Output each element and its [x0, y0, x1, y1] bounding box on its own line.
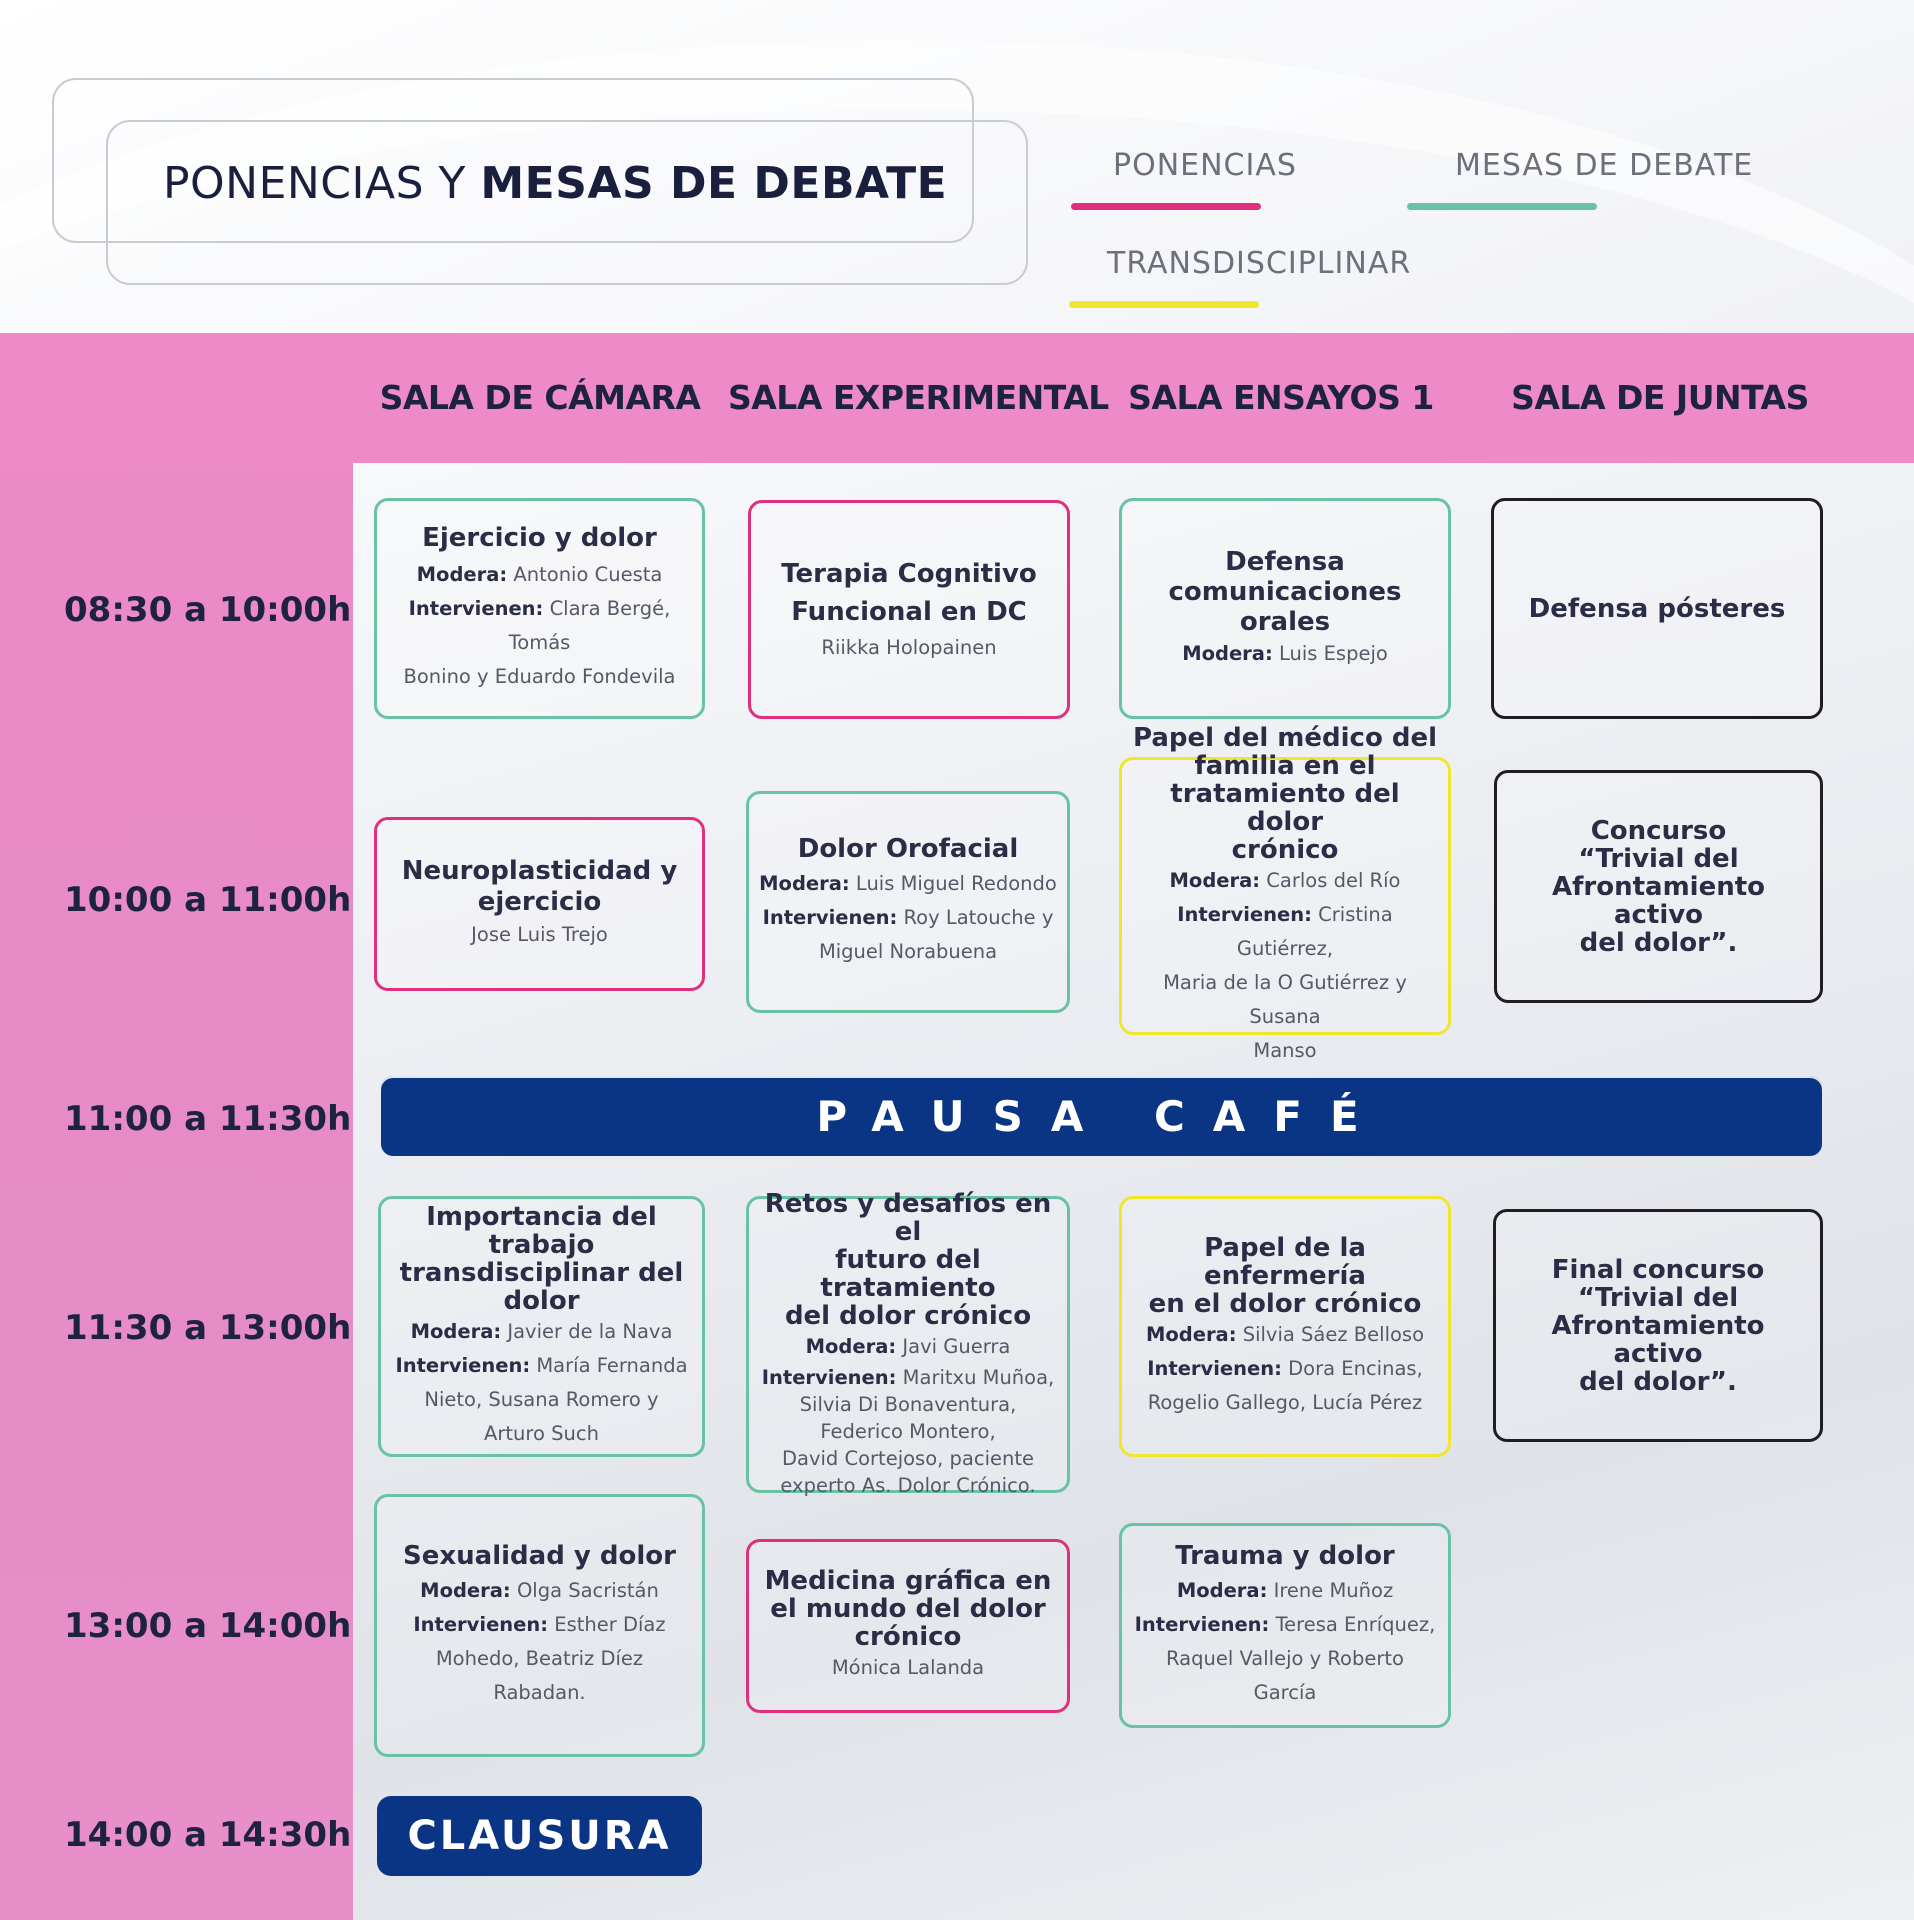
session-speakers-cont: Miguel Norabuena: [818, 940, 998, 963]
session-card[interactable]: [746, 791, 1070, 1013]
session-title-cont: del dolor”.: [1579, 927, 1738, 958]
session-card[interactable]: [1491, 498, 1823, 719]
session-card[interactable]: [746, 1189, 1070, 1497]
session-title-cont: dolor: [503, 1285, 580, 1316]
session-moderator: Modera: Olga Sacristán: [420, 1578, 659, 1602]
session-speakers-cont: David Cortejoso, paciente: [781, 1447, 1034, 1470]
session-title-cont: Funcional en DC: [791, 596, 1027, 627]
legend-mesas-line: [1407, 203, 1597, 210]
hall-sala-de-camara: SALA DE CÁMARA: [379, 378, 701, 417]
session-card[interactable]: [1119, 1523, 1451, 1728]
legend-ponencias-label: PONENCIAS: [1113, 148, 1297, 183]
session-title-cont: ejercicio: [477, 887, 602, 917]
session-title-cont: comunicaciones: [1168, 576, 1402, 607]
session-moderator: Modera: Silvia Sáez Belloso: [1145, 1322, 1425, 1346]
session-title-cont: del dolor crónico: [784, 1301, 1032, 1331]
session-speakers-cont: Silvia Di Bonaventura,: [799, 1393, 1017, 1416]
session-speakers-cont: Mohedo, Beatriz Díez Rabadan.: [435, 1646, 644, 1704]
coffee-break-banner: PAUSA CAFÉ: [381, 1076, 1822, 1156]
session-card[interactable]: [374, 1494, 705, 1757]
session-title-cont: el mundo del dolor: [770, 1594, 1046, 1624]
session-card[interactable]: [378, 1196, 705, 1457]
session-title: Sexualidad y dolor: [403, 1540, 676, 1571]
session-title-cont: “Trivial del: [1577, 1282, 1739, 1313]
legend-mesas-label: MESAS DE DEBATE: [1455, 148, 1754, 183]
session-title: Final concurso: [1551, 1254, 1765, 1285]
session-title-cont: futuro del tratamiento: [820, 1245, 996, 1303]
page-title: PONENCIAS Y MESAS DE DEBATE: [163, 158, 948, 209]
session-title-cont: crónico: [1231, 835, 1339, 865]
session-speakers: Intervienen: Esther Díaz: [413, 1612, 666, 1636]
hall-sala-de-juntas: SALA DE JUNTAS: [1511, 378, 1809, 417]
session-moderator: Modera: Luis Espejo: [1182, 641, 1388, 665]
session-moderator: Modera: Javier de la Nava: [410, 1319, 673, 1343]
session-moderator: Modera: Carlos del Río: [1169, 869, 1401, 892]
legend-trans-label: TRANSDISCIPLINAR: [1107, 246, 1412, 281]
time-slot-5: 13:00 a 14:00h: [64, 1606, 352, 1646]
session-card[interactable]: [374, 498, 705, 719]
session-speakers-cont: Rogelio Gallego, Lucía Pérez: [1147, 1390, 1423, 1414]
hall-sala-ensayos-1: SALA ENSAYOS 1: [1128, 378, 1434, 417]
time-slot-6: 14:00 a 14:30h: [64, 1815, 352, 1855]
session-title-cont: crónico: [854, 1622, 962, 1652]
session-card[interactable]: [1119, 498, 1451, 719]
session-speaker: Riikka Holopainen: [821, 635, 997, 659]
legend-ponencias-line: [1071, 203, 1261, 210]
session-title: Trauma y dolor: [1175, 1540, 1395, 1571]
session-speakers: Intervienen: María Fernanda: [395, 1353, 688, 1377]
time-slot-4: 11:30 a 13:00h: [64, 1308, 352, 1348]
session-title-cont: “Trivial del: [1578, 843, 1739, 874]
session-title: Dolor Orofacial: [797, 834, 1019, 864]
session-speakers-cont: Maria de la O Gutiérrez y Susana: [1163, 971, 1407, 1028]
session-title: Papel de la enfermería: [1204, 1232, 1366, 1291]
session-moderator: Modera: Irene Muñoz: [1176, 1578, 1394, 1602]
session-speakers: Intervienen: Clara Bergé, Tomás: [408, 596, 671, 654]
session-title: Medicina gráfica en: [764, 1566, 1052, 1596]
session-card[interactable]: [1494, 770, 1823, 1003]
session-speakers-cont: Manso: [1253, 1039, 1317, 1062]
session-speakers-cont: Raquel Vallejo y Roberto García: [1166, 1646, 1404, 1704]
session-speakers-cont: Bonino y Eduardo Fondevila: [403, 664, 676, 688]
session-speakers-cont: Nieto, Susana Romero y: [424, 1387, 659, 1411]
session-card[interactable]: [374, 817, 705, 991]
session-title: Defensa pósteres: [1528, 593, 1786, 624]
session-title-cont: Afrontamiento activo: [1551, 1310, 1765, 1369]
session-title-cont: del dolor”.: [1579, 1366, 1737, 1397]
session-title: Ejercicio y dolor: [422, 522, 657, 553]
session-title-cont: orales: [1239, 606, 1331, 637]
time-slot-3: 11:00 a 11:30h: [64, 1099, 352, 1139]
session-title: Terapia Cognitivo: [781, 558, 1037, 589]
session-speakers: Intervienen: Cristina Gutiérrez,: [1177, 903, 1393, 960]
session-card[interactable]: [1119, 1196, 1451, 1457]
time-slot-2: 10:00 a 11:00h: [64, 880, 352, 920]
hall-sala-experimental: SALA EXPERIMENTAL: [728, 378, 1109, 417]
session-title-cont: Afrontamiento activo: [1551, 871, 1766, 930]
session-title: Papel del médico del: [1132, 723, 1438, 753]
session-speakers-cont: Arturo Such: [484, 1421, 599, 1445]
session-title: Neuroplasticidad y: [401, 856, 678, 886]
session-title-cont: familia en el: [1194, 751, 1376, 781]
session-speaker: Mónica Lalanda: [831, 1656, 985, 1679]
session-speakers: Intervienen: Maritxu Muñoa,: [761, 1366, 1055, 1389]
session-speakers: Intervienen: Dora Encinas,: [1147, 1356, 1423, 1380]
session-moderator: Modera: Antonio Cuesta: [416, 562, 663, 586]
session-moderator: Modera: Javi Guerra: [805, 1335, 1011, 1358]
session-moderator: Modera: Luis Miguel Redondo: [759, 872, 1057, 895]
session-title: Importancia del trabajo: [426, 1201, 657, 1260]
time-slot-1: 08:30 a 10:00h: [64, 590, 352, 630]
session-title: Concurso: [1590, 815, 1727, 846]
session-title-cont: transdisciplinar del: [399, 1257, 684, 1288]
legend-trans-line: [1069, 301, 1259, 308]
session-speakers-cont: Federico Montero,: [820, 1420, 996, 1443]
session-card[interactable]: [1119, 723, 1451, 1062]
session-title-cont: tratamiento del dolor: [1170, 779, 1400, 837]
session-title-cont: en el dolor crónico: [1148, 1288, 1422, 1319]
session-title: Retos y desafíos en el: [764, 1189, 1052, 1247]
closing-banner: CLAUSURA: [377, 1796, 702, 1876]
session-speaker: Jose Luis Trejo: [471, 923, 608, 946]
session-title: Defensa: [1225, 546, 1345, 577]
session-speakers-cont: experto As. Dolor Crónico.: [780, 1474, 1036, 1497]
session-card[interactable]: [746, 1539, 1070, 1713]
session-card[interactable]: [748, 500, 1070, 719]
session-speakers: Intervienen: Roy Latouche y: [762, 906, 1054, 929]
session-card[interactable]: [1493, 1209, 1823, 1442]
session-speakers: Intervienen: Teresa Enríquez,: [1134, 1612, 1436, 1636]
